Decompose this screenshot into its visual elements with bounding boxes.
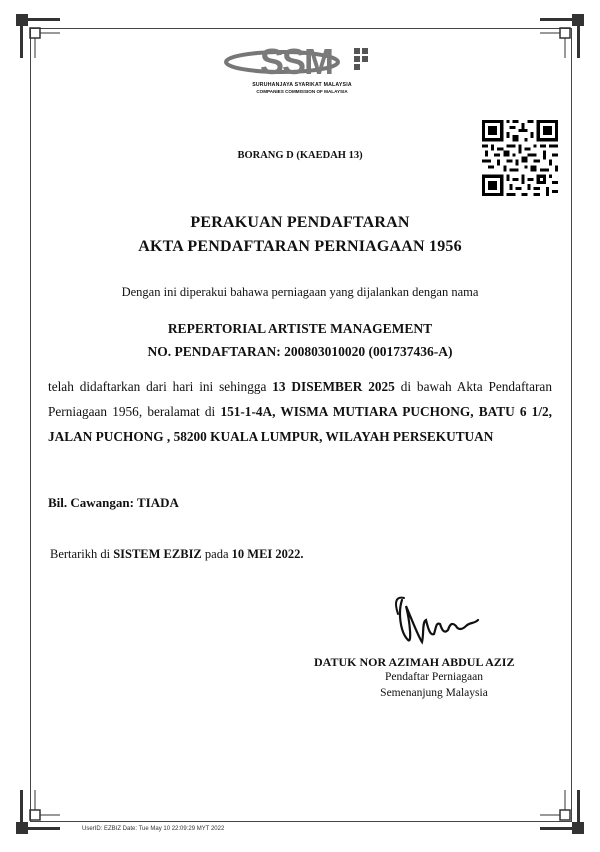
agency-name: SURUHANJAYA SYARIKAT MALAYSIA <box>252 82 352 88</box>
signatory-region: Semenanjung Malaysia <box>380 687 488 699</box>
business-address: 151-1-4A, WISMA MUTIARA PUCHONG, BATU 6 1/2, JALAN PUCHONG , 58200 KUALA LUMPUR, WILAYAH PERSEKUTUAN <box>48 404 552 444</box>
corner-ornament-icon <box>540 14 584 58</box>
intro-text: Dengan ini diperakui bahawa perniagaan yang dijalankan dengan nama <box>121 285 479 299</box>
issue-date: 10 MEI 2022. <box>231 547 304 561</box>
branch-count: Bil. Cawangan: TIADA <box>48 495 179 510</box>
corner-ornament-icon <box>16 790 60 834</box>
signatory-role: Pendaftar Perniagaan <box>384 671 484 683</box>
issue-statement <box>50 547 304 562</box>
statement-text: di bawah Akta Pendaftaran Perniagaan 1956, beralamat di <box>48 379 552 419</box>
registration-statement <box>48 374 552 449</box>
issue-system: SISTEM EZBIZ <box>113 547 202 561</box>
expiry-date: 13 DISEMBER 2025 <box>272 379 395 394</box>
print-footer: UserID: EZBIZ Date: Tue May 10 22:09:29 MYT 2022 <box>82 826 225 832</box>
registration-number: NO. PENDAFTARAN: 200803010020 (001737436-A) <box>147 344 453 359</box>
certificate-title: PERAKUAN PENDAFTARAN <box>190 214 410 231</box>
corner-ornament-icon <box>16 14 60 58</box>
signatory-name: DATUK NOR AZIMAH ABDUL AZIZ <box>314 655 515 669</box>
business-name: REPERTORIAL ARTISTE MANAGEMENT <box>167 321 433 336</box>
issue-middle: pada <box>201 547 232 561</box>
agency-name-en: COMPANIES COMMISSION OF MALAYSIA <box>256 89 348 94</box>
issue-prefix: Bertarikh di <box>50 547 114 561</box>
form-reference: BORANG D (KAEDAH 13) <box>237 150 363 161</box>
svg-text:SSM: SSM <box>260 41 333 82</box>
statement-text: telah didaftarkan dari hari ini sehingga <box>48 379 273 394</box>
corner-ornament-icon <box>540 790 584 834</box>
certificate-subtitle: AKTA PENDAFTARAN PERNIAGAAN 1956 <box>138 238 462 255</box>
signature <box>388 592 488 654</box>
